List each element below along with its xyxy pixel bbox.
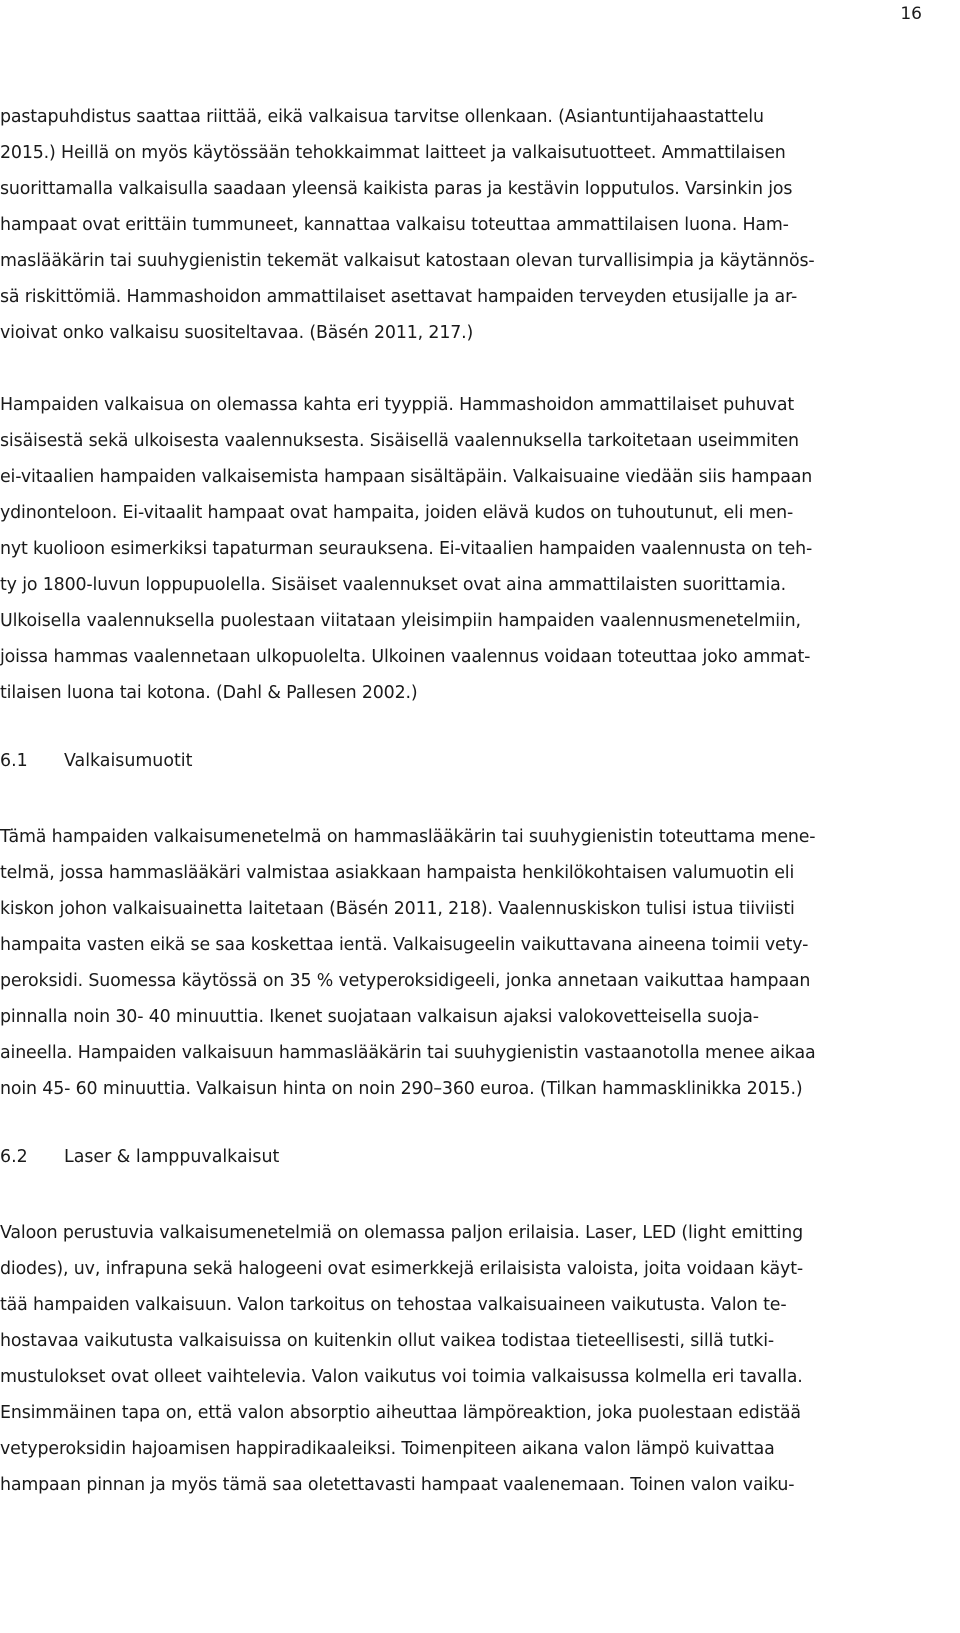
text-line: pinnalla noin 30- 40 minuuttia. Ikenet suojataan valkaisun ajaksi valokovetteisella suoja-	[0, 1007, 759, 1027]
text-line: Ulkoisella vaalennuksella puolestaan viitataan yleisimpiin hampaiden vaalennusmenetelmiin,	[0, 611, 801, 631]
text-line: hampaita vasten eikä se saa koskettaa ientä. Valkaisugeelin vaikuttavana aineena toimii vety-	[0, 935, 809, 955]
section-heading-6-2	[0, 1146, 279, 1168]
text-line: sisäisestä sekä ulkoisesta vaalennuksesta. Sisäisellä vaalennuksella tarkoitetaan useimmiten	[0, 431, 799, 451]
text-line: Hampaiden valkaisua on olemassa kahta eri tyyppiä. Hammashoidon ammattilaiset puhuvat	[0, 395, 795, 415]
text-line: hostavaa vaikutusta valkaisuissa on kuitenkin ollut vaikea todistaa tieteellisesti, sillä tutki-	[0, 1331, 775, 1351]
text-line: tää hampaiden valkaisuun. Valon tarkoitus on tehostaa valkaisuaineen vaikutusta. Valon te-	[0, 1295, 787, 1315]
text-line: kiskon johon valkaisuainetta laitetaan (Bäsén 2011, 218). Vaalennuskiskon tulisi istua tiiviisti	[0, 899, 795, 919]
text-line: vetyperoksidin hajoamisen happiradikaaleiksi. Toimenpiteen aikana valon lämpö kuivattaa	[0, 1439, 775, 1459]
text-line: hampaat ovat erittäin tummuneet, kannattaa valkaisu toteuttaa ammattilaisen luona. Ham-	[0, 215, 789, 235]
section-heading-6-1	[0, 750, 192, 772]
section-number: 6.1	[0, 751, 28, 771]
text-line: maslääkärin tai suuhygienistin tekemät valkaisut katostaan olevan turvallisimpia ja käytännös-	[0, 251, 815, 271]
text-line: Valoon perustuvia valkaisumenetelmiä on olemassa paljon erilaisia. Laser, LED (light emitting	[0, 1223, 804, 1243]
text-line: telmä, jossa hammaslääkäri valmistaa asiakkaan hampaista henkilökohtaisen valumuotin eli	[0, 863, 795, 883]
text-line: Tämä hampaiden valkaisumenetelmä on hammaslääkärin tai suuhygienistin toteuttama mene-	[0, 827, 816, 847]
section-title: Valkaisumuotit	[64, 751, 193, 771]
text-line: aineella. Hampaiden valkaisuun hammaslääkärin tai suuhygienistin vastaanotolla menee aikaa	[0, 1043, 816, 1063]
text-line: vioivat onko valkaisu suositeltavaa. (Bäsén 2011, 217.)	[0, 323, 474, 343]
text-line: 2015.) Heillä on myös käytössään tehokkaimmat laitteet ja valkaisutuotteet. Ammattilaisen	[0, 143, 786, 163]
text-line: hampaan pinnan ja myös tämä saa oletettavasti hampaat vaalenemaan. Toinen valon vaiku-	[0, 1475, 795, 1495]
text-line: pastapuhdistus saattaa riittää, eikä valkaisua tarvitse ollenkaan. (Asiantuntijahaastattelu	[0, 107, 764, 127]
text-line: Ensimmäinen tapa on, että valon absorptio aiheuttaa lämpöreaktion, joka puolestaan edistää	[0, 1403, 801, 1423]
text-line: suorittamalla valkaisulla saadaan yleensä kaikista paras ja kestävin lopputulos. Varsinkin jos	[0, 179, 793, 199]
page-number: 16	[900, 4, 922, 24]
text-line: peroksidi. Suomessa käytössä on 35 % vetyperoksidigeeli, jonka annetaan vaikuttaa hampaan	[0, 971, 811, 991]
section-number: 6.2	[0, 1147, 28, 1167]
text-line: diodes), uv, infrapuna sekä halogeeni ovat esimerkkejä erilaisista valoista, joita voidaan käyt-	[0, 1259, 803, 1279]
section-title: Laser & lamppuvalkaisut	[64, 1147, 280, 1167]
text-line: sä riskittömiä. Hammashoidon ammattilaiset asettavat hampaiden terveyden etusijalle ja ar-	[0, 287, 798, 307]
text-line: joissa hammas vaalennetaan ulkopuolelta. Ulkoinen vaalennus voidaan toteuttaa joko ammat-	[0, 647, 811, 667]
text-line: tilaisen luona tai kotona. (Dahl & Pallesen 2002.)	[0, 683, 418, 703]
text-line: ty jo 1800-luvun loppupuolella. Sisäiset vaalennukset ovat aina ammattilaisten suorittamia.	[0, 575, 787, 595]
text-line: ydinonteloon. Ei-vitaalit hampaat ovat hampaita, joiden elävä kudos on tuhoutunut, eli men-	[0, 503, 794, 523]
text-line: mustulokset ovat olleet vaihtelevia. Valon vaikutus voi toimia valkaisussa kolmella eri tavalla.	[0, 1367, 803, 1387]
text-line: noin 45- 60 minuuttia. Valkaisun hinta on noin 290–360 euroa. (Tilkan hammasklinikka 2015.)	[0, 1079, 803, 1099]
text-line: nyt kuolioon esimerkiksi tapaturman seurauksena. Ei-vitaalien hampaiden vaalennusta on teh-	[0, 539, 813, 559]
text-line: ei-vitaalien hampaiden valkaisemista hampaan sisältäpäin. Valkaisuaine viedään siis hampaan	[0, 467, 813, 487]
